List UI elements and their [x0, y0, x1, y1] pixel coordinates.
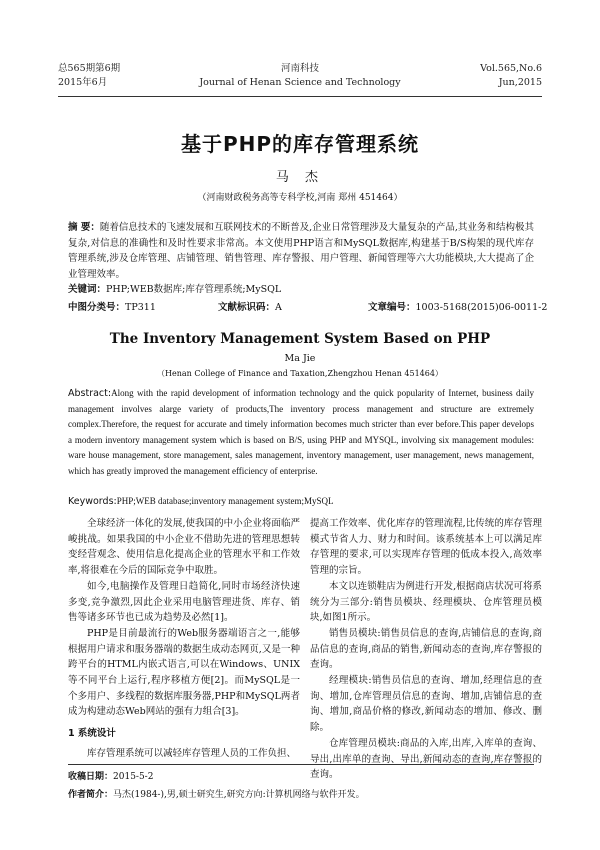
author-en: Ma Jie: [284, 353, 316, 364]
abstract-en-text: Along with the rapid development of information technology and the quick popularity of Internet, business daily management involves alarge variety of products,The inventory process management and structure are extremely complex.Therefore, the request for accurate and timely information becomes much stricter than ever before.This paper develops a modern inventory management system which is based on B/S, using PHP and MYSQL, involving six management modules: ware house management, store management, sales management, inventory management, user management, news management, which has greatly improved the management efficiency of enterprise.: [68, 388, 534, 476]
body-paragraph: 本文以连锁鞋店为例进行开发,根据商店状况可将系统分为三部分:销售员模块、经理模块、仓库管理员模块,如图1所示。: [310, 580, 542, 624]
bio-value: 马杰(1984-),男,硕士研究生,研究方向:计算机网络与软件开发。: [113, 790, 365, 800]
clc-label: 中图分类号：: [68, 302, 126, 313]
footnote-received: [68, 770, 534, 784]
doc-value: A: [275, 302, 282, 313]
article-value: 1003-5168(2015)06-0011-2: [415, 302, 548, 313]
abstract-cn-label: 摘 要：: [68, 222, 100, 233]
body-paragraph: 全球经济一体化的发展,使我国的中小企业将面临严峻挑战。如果我国的中小企业不借助先进的管理思想转变经营观念、使用信息化提高企业的管理水平和工作效率,将很难在今后的国际竞争中取胜。: [68, 518, 300, 577]
doc-label: 文献标识码：: [218, 302, 276, 313]
received-label: 收稿日期：: [68, 772, 114, 782]
body-column-left: [68, 516, 300, 762]
body-paragraph: 销售员模块:销售员信息的查询,店铺信息的查询,商品信息的查询,商品的销售,新闻动态的查询,库存警报的查询。: [310, 627, 542, 671]
keywords-cn: [68, 282, 534, 297]
volume-number: Vol.565,No.6: [480, 63, 542, 74]
body-paragraph: 提高工作效率、优化库存的管理流程,比传统的库存管理模式节省人力、财力和时间。该系统基本上可以满足库存管理的要求,可以实现库存管理的低成本投入,高效率管理的宗旨。: [310, 518, 542, 577]
body-paragraph: 如今,电脑操作及管理日趋简化,同时市场经济快速多变,竞争激烈,因此企业采用电脑管理进货、库存、销售等诸多环节也已成为趋势及必然[1]。: [68, 580, 300, 624]
paper-title-en: The Inventory Management System Based on PHP: [109, 331, 491, 347]
volume-date: Jun,2015: [498, 77, 542, 88]
article-number: [368, 300, 547, 315]
article-label: 文章编号：: [368, 302, 416, 313]
issue-date: 2015年6月: [58, 77, 108, 88]
keywords-cn-text: PHP;WEB数据库;库存管理系统;MySQL: [106, 284, 282, 295]
header-divider: [58, 96, 542, 97]
section-heading: 1 系统设计: [68, 728, 116, 740]
abstract-en: [68, 386, 534, 479]
author-cn: 马 杰: [275, 170, 325, 185]
issue-number: 总565期第6期: [58, 63, 121, 74]
clc-value: TP311: [125, 302, 156, 313]
body-column-right: [310, 516, 542, 783]
received-value: 2015-5-2: [113, 772, 154, 782]
affiliation-cn: （河南财政税务高等专科学校,河南 郑州 451464）: [197, 193, 403, 203]
body-paragraph: 仓库管理员模块:商品的入库,出库,入库单的查询、导出,出库单的查询、导出,新闻动态的查询,库存警报的查询。: [310, 737, 542, 781]
keywords-en: [68, 494, 534, 509]
keywords-en-text: PHP;WEB database;inventory management system;MySQL: [116, 496, 334, 506]
clc-number: [68, 300, 156, 315]
abstract-cn: [68, 220, 534, 282]
journal-name-en: Journal of Henan Science and Technology: [199, 77, 401, 88]
footnote-author-bio: [68, 788, 534, 802]
keywords-en-label: Keywords:: [68, 496, 117, 507]
document-code: [218, 300, 282, 315]
affiliation-en: （Henan College of Finance and Taxation,Zhengzhou Henan 451464）: [157, 369, 443, 378]
footnote-divider: [68, 764, 534, 765]
bio-label: 作者简介：: [68, 790, 114, 800]
abstract-cn-text: 随着信息技术的飞速发展和互联网技术的不断普及,企业日常管理涉及大量复杂的产品,其业务和结构极其复杂,对信息的准确性和及时性要求非常高。本文使用PHP语言和MySQL数据库,构建基于B/S构架的现代库存管理系统,涉及仓库管理、店铺管理、销售管理、库存警报、用户管理、新闻管理等六大功能模块,大大提高了企业管理效率。: [68, 222, 534, 280]
body-paragraph: PHP是目前最流行的Web服务器端语言之一,能够根据用户请求和服务器端的数据生成动态网页,又是一种跨平台的HTML内嵌式语言,可以在Windows、UNIX等不同平台上运行,程序移植方便[2]。而MySQL是一个多用户、多线程的数据库服务器,PHP和MySQL两者成为构建动态Web网站的强有力组合[3]。: [68, 627, 300, 718]
journal-name-cn: 河南科技: [280, 63, 319, 74]
keywords-cn-label: 关键词：: [68, 284, 107, 295]
body-paragraph: 库存管理系统可以减轻库存管理人员的工作负担、: [87, 747, 297, 759]
paper-title-cn: 基于PHP的库存管理系统: [180, 132, 420, 156]
journal-volume-info: [480, 62, 542, 90]
abstract-en-label: Abstract:: [68, 388, 112, 399]
body-paragraph: 经理模块:销售员信息的查询、增加,经理信息的查询、增加,仓库管理员信息的查询、增加,店铺信息的查询、增加,商品价格的修改,新闻动态的增加、修改、删除。: [310, 675, 542, 734]
